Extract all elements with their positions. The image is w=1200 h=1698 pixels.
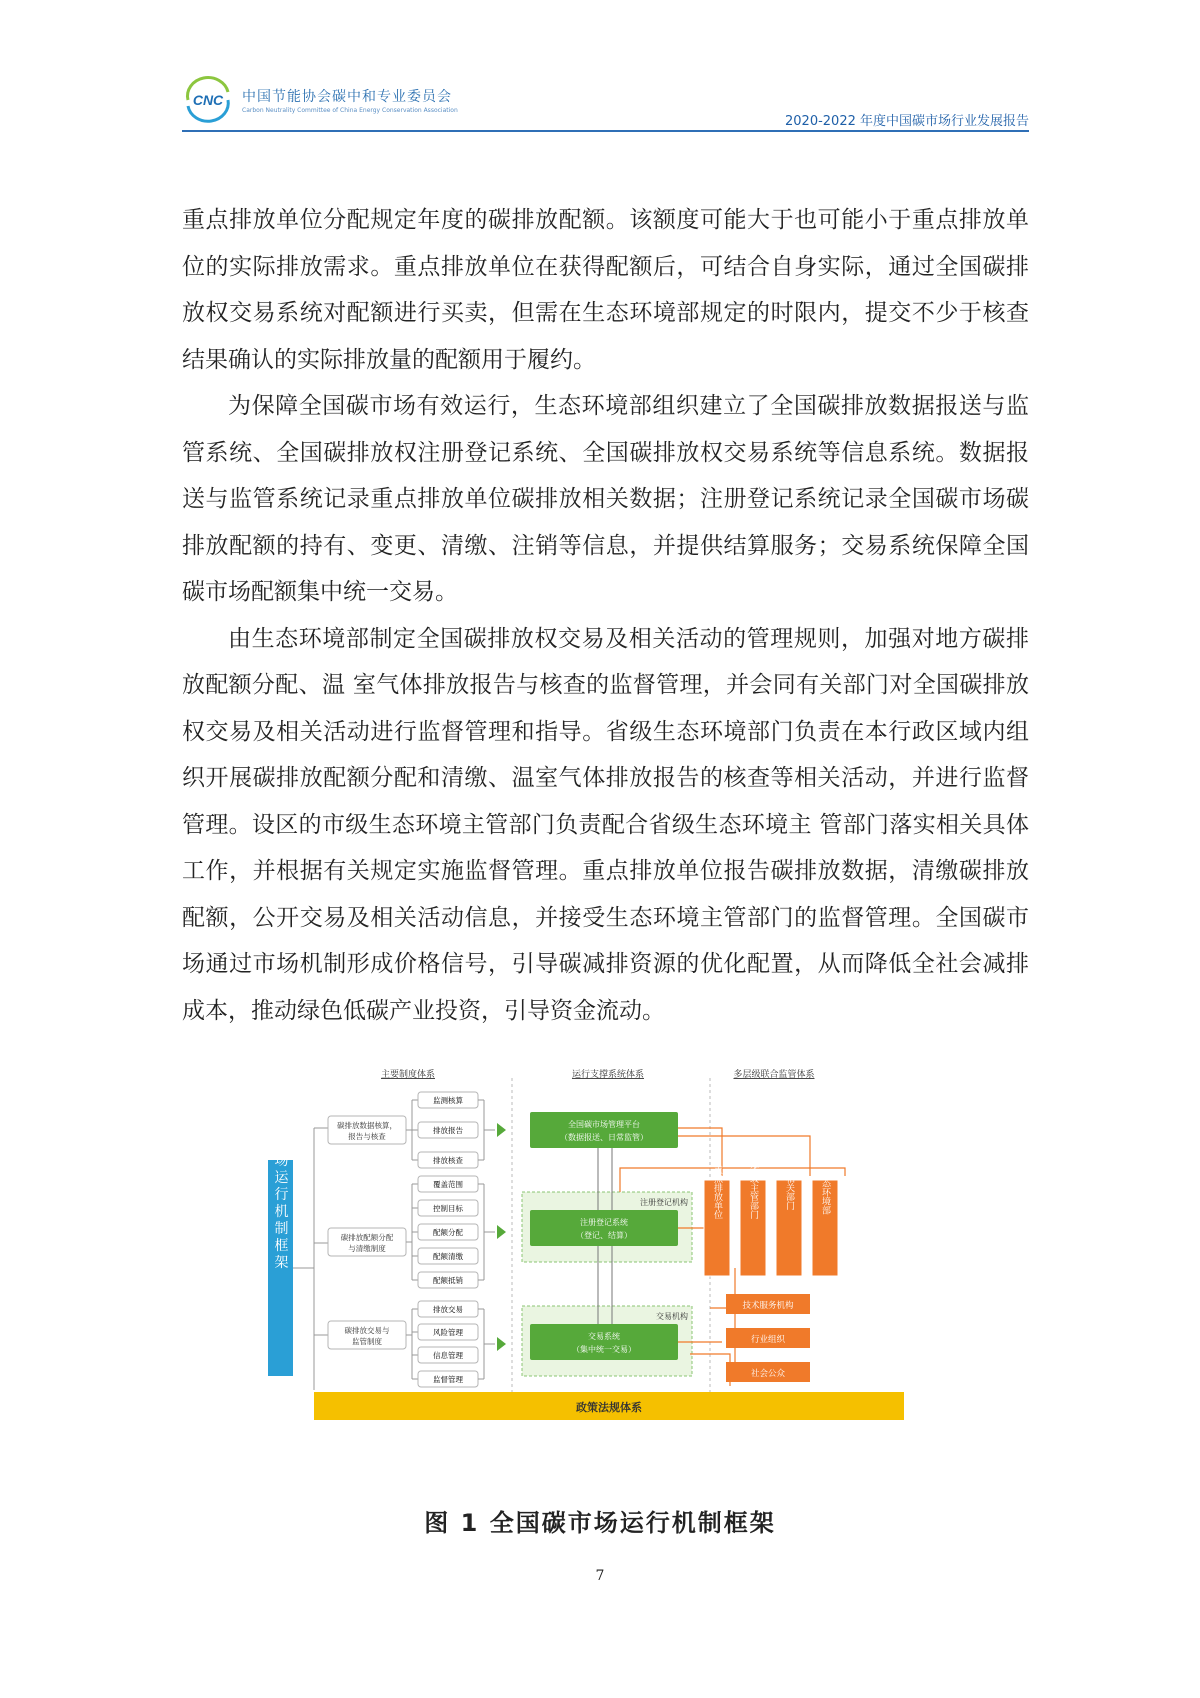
regulator-key-emitters <box>704 1164 730 1276</box>
section-support: 运行支撑系统体系 <box>571 1070 645 1080</box>
system-detail: （集中统一交易） <box>572 1345 636 1354</box>
logo-text: CNC <box>192 92 224 108</box>
paragraph-1: 重点排放单位分配规定年度的碳排放配额。该额度可能大于也可能小于重点排放单位的实际排放需求。重点排放单位在获得配额后，可结合自身实际，通过全国碳排放权交易系统对配额进行买卖，但需在生态环境部规定的时限内，提交不少于核查结果确认的实际排放量的配额用于履约。 <box>182 207 1029 373</box>
regulator-provincial <box>740 1164 766 1276</box>
section-supervision: 多层级联合监管体系 <box>733 1070 815 1080</box>
arrow-right-icon <box>497 1225 506 1239</box>
item-risk: 风险管理 <box>433 1328 463 1337</box>
item-list-data <box>418 1092 478 1168</box>
registry-agency: 注册登记机构 <box>640 1198 688 1207</box>
item-allocation: 配额分配 <box>433 1228 463 1237</box>
paragraph-2: 为保障全国碳市场有效运行，生态环境部组织建立了全国碳排放数据报送与监管系统、全国碳排放权注册登记系统、全国碳排放权交易系统等信息系统。数据报送与监管系统记录重点排放单位碳排放相关数据；注册登记系统记录全国碳市场碳排放配额的持有、变更、清缴、注销等信息，并提供结算服务；交易系统保障全国碳市场配额集中统一交易。 <box>182 393 1029 605</box>
other-label: 行业组织 <box>750 1335 786 1345</box>
policy-bar-label: 政策法规体系 <box>576 1401 642 1414</box>
group-label-line2: 报告与核查 <box>348 1132 386 1141</box>
item-monitoring: 监测核算 <box>433 1096 463 1105</box>
regulator-label: 相关部门 <box>784 1174 794 1210</box>
system-detail: （数据报送、日常监管） <box>560 1133 648 1142</box>
arrow-right-icon <box>497 1123 506 1137</box>
item-surrender: 配额清缴 <box>433 1252 463 1261</box>
other-industry-org <box>726 1328 810 1348</box>
page-header <box>182 72 1029 132</box>
other-label: 社会公众 <box>750 1369 786 1379</box>
item-trading: 排放交易 <box>433 1305 463 1314</box>
body-text <box>182 197 1029 1034</box>
group-label-line2: 与清缴制度 <box>348 1244 386 1253</box>
other-label: 技术服务机构 <box>742 1301 794 1311</box>
regulator-label: 生态环境部 <box>820 1169 830 1215</box>
cnc-logo-icon <box>182 78 234 120</box>
item-report: 排放报告 <box>433 1126 463 1135</box>
system-exchange <box>530 1324 678 1360</box>
item-verification: 排放核查 <box>433 1156 463 1165</box>
framework-title: 全国碳市场运行机制框架 <box>272 1084 289 1272</box>
item-information: 信息管理 <box>433 1351 463 1360</box>
regulator-related-departments <box>776 1173 802 1276</box>
header-divider <box>182 130 1029 132</box>
system-detail: （登记、结算） <box>576 1231 632 1240</box>
organization-name: 中国节能协会碳中和专业委员会 <box>242 89 452 105</box>
exchange-agency: 交易机构 <box>656 1312 688 1321</box>
arrow-right-icon <box>497 1337 506 1351</box>
organization-name-en: Carbon Neutrality Committee of China Energy Conservation Association <box>242 107 458 114</box>
regulator-mee <box>812 1168 838 1276</box>
paragraph-3: 由生态环境部制定全国碳排放权交易及相关活动的管理规则，加强对地方碳排放配额分配、温 室气体排放报告与核查的监督管理，并会同有关部门对全国碳排放权交易及相关活动进行监督管理和指导。省级生态环境部门负责在本行政区域内组织开展碳排放配额分配和清缴、温室气体排放报告的核查等相关活动，并进行监督管理。设区的市级生态环境主管部门负责配合省级生态环境主 管部门落实相关具体工作，并根据有关规定实施监督管理。重点排放单位报告碳排放数据，清缴碳排放配额，公开交易及相关活动信息，并接受生态环境主管部门的监督管理。全国碳市场通过市场机制形成价格信号，引导碳减排资源的优化配置，从而降低全社会减排成本，推动绿色低碳产业投资，引导资金流动。 <box>182 625 1029 1024</box>
item-supervision: 监督管理 <box>433 1375 463 1384</box>
framework-diagram <box>272 1068 926 1456</box>
group-data-accounting <box>328 1116 406 1144</box>
system-name: 全国碳市场管理平台 <box>568 1120 640 1129</box>
page-number: 7 <box>595 1568 605 1584</box>
item-list-trading <box>418 1301 478 1387</box>
group-label-line2: 监管制度 <box>352 1337 382 1346</box>
item-target: 控制目标 <box>433 1204 463 1213</box>
system-management-platform <box>530 1112 678 1148</box>
system-name: 交易系统 <box>588 1332 620 1341</box>
report-title: 2020-2022 年度中国碳市场行业发展报告 <box>785 114 1029 129</box>
item-offset: 配额抵销 <box>433 1276 463 1285</box>
group-trading <box>328 1321 406 1349</box>
system-name: 注册登记系统 <box>580 1218 628 1227</box>
item-list-allocation <box>418 1176 478 1288</box>
regulator-label: 重点排放单位 <box>712 1165 722 1219</box>
other-public <box>726 1362 810 1382</box>
group-label-line1: 碳排放数据核算， <box>337 1121 397 1130</box>
group-label-line1: 碳排放交易与 <box>344 1326 390 1335</box>
system-registry <box>530 1210 678 1246</box>
group-allocation <box>328 1228 406 1256</box>
policy-bar <box>314 1392 904 1420</box>
regulator-label: 省级主管部门 <box>748 1165 758 1219</box>
figure-caption: 图 1 全国碳市场运行机制框架 <box>424 1509 776 1537</box>
section-institutions: 主要制度体系 <box>380 1070 436 1080</box>
group-label-line1: 碳排放配额分配 <box>340 1233 394 1242</box>
item-coverage: 覆盖范围 <box>433 1180 463 1189</box>
other-tech-service <box>726 1294 810 1314</box>
